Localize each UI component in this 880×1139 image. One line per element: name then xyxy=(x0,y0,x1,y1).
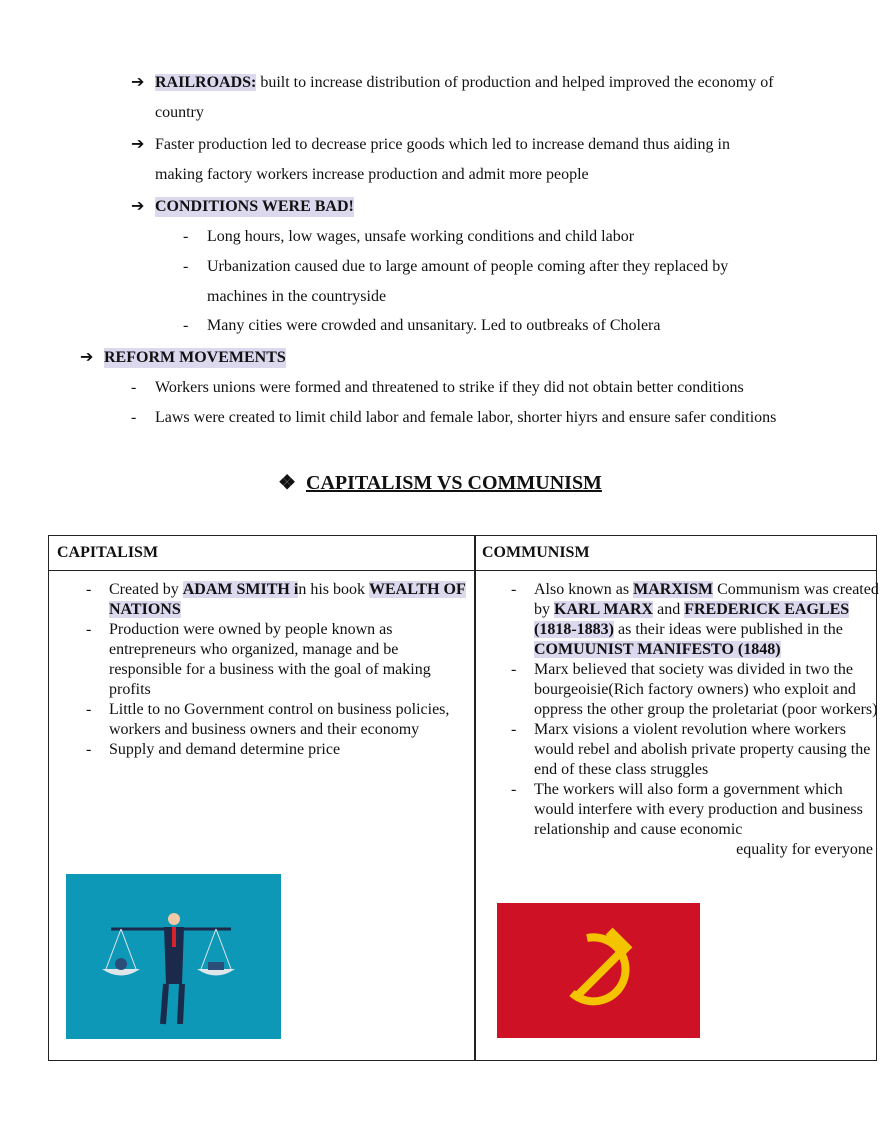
list-item: - Little to no Government control on business policies, workers and business owners and their economy xyxy=(86,700,471,740)
list-item: - Supply and demand determine price xyxy=(86,740,471,760)
diamond-bullet-icon: ❖ xyxy=(278,472,296,494)
dash-bullet: - xyxy=(183,317,189,334)
list-item: - The workers will also form a government which would interfere with every production and business relationship and cause economic xyxy=(511,780,880,840)
comparison-table xyxy=(48,535,877,1061)
column-divider xyxy=(474,536,476,1060)
text-line: Many cities were crowded and unsanitary. Led to outbreaks of Cholera xyxy=(207,317,661,334)
text-line: country xyxy=(155,104,204,121)
list-item: - Created by ADAM SMITH in his book WEALTH OF NATIONS xyxy=(86,580,471,620)
text-line: Urbanization caused due to large amount of people coming after they replaced by xyxy=(207,258,729,275)
arrow-bullet-icon: ➔ xyxy=(131,136,145,153)
list-item: - Marx visions a violent revolution where workers would rebel and abolish private property causing the end of these class struggles xyxy=(511,720,880,780)
text-line: machines in the countryside xyxy=(207,288,387,305)
text-line: Faster production led to decrease price goods which led to increase demand thus aiding in xyxy=(155,136,730,153)
capitalism-cell xyxy=(86,580,471,760)
conditions-heading: CONDITIONS WERE BAD! xyxy=(155,198,354,215)
communism-cell xyxy=(511,580,880,860)
list-item: - Production were owned by people known as entrepreneurs who organized, manage and be responsible for a business with the goal of making profits xyxy=(86,620,471,700)
arrow-bullet-icon: ➔ xyxy=(131,74,145,91)
capitalism-illustration xyxy=(66,874,281,1039)
section-title: ❖ CAPITALISM VS COMMUNISM xyxy=(278,472,602,494)
railroads-line: RAILROADS: built to increase distribution of production and helped improved the economy of xyxy=(155,74,774,91)
communist-flag-image xyxy=(497,903,700,1038)
table-header-row xyxy=(49,536,876,571)
text-line: Long hours, low wages, unsafe working conditions and child labor xyxy=(207,228,635,245)
text-line: making factory workers increase production and admit more people xyxy=(155,166,589,183)
arrow-bullet-icon: ➔ xyxy=(80,349,94,366)
list-item: - Marx believed that society was divided in two the bourgeoisie(Rich factory owners) who exploit and oppress the other group the proletariat (poor workers) xyxy=(511,660,880,720)
dash-bullet: - xyxy=(131,409,137,426)
text-line: equality for everyone xyxy=(736,841,873,858)
text-line: Workers unions were formed and threatened to strike if they did not obtain better conditions xyxy=(155,379,744,396)
dash-bullet: - xyxy=(183,258,189,275)
dash-bullet: - xyxy=(131,379,137,396)
list-item: - Also known as MARXISM Communism was created by KARL MARX and FREDERICK EAGLES (1818-1883) as their ideas were published in the COMUUNIST MANIFESTO (1848) xyxy=(511,580,880,660)
header-communism: COMMUNISM xyxy=(482,544,590,561)
dash-bullet: - xyxy=(183,228,189,245)
reform-heading: REFORM MOVEMENTS xyxy=(104,349,286,366)
header-capitalism: CAPITALISM xyxy=(57,544,159,561)
text-line: Laws were created to limit child labor and female labor, shorter hiyrs and ensure safer conditions xyxy=(155,409,777,426)
arrow-bullet-icon: ➔ xyxy=(131,198,145,215)
